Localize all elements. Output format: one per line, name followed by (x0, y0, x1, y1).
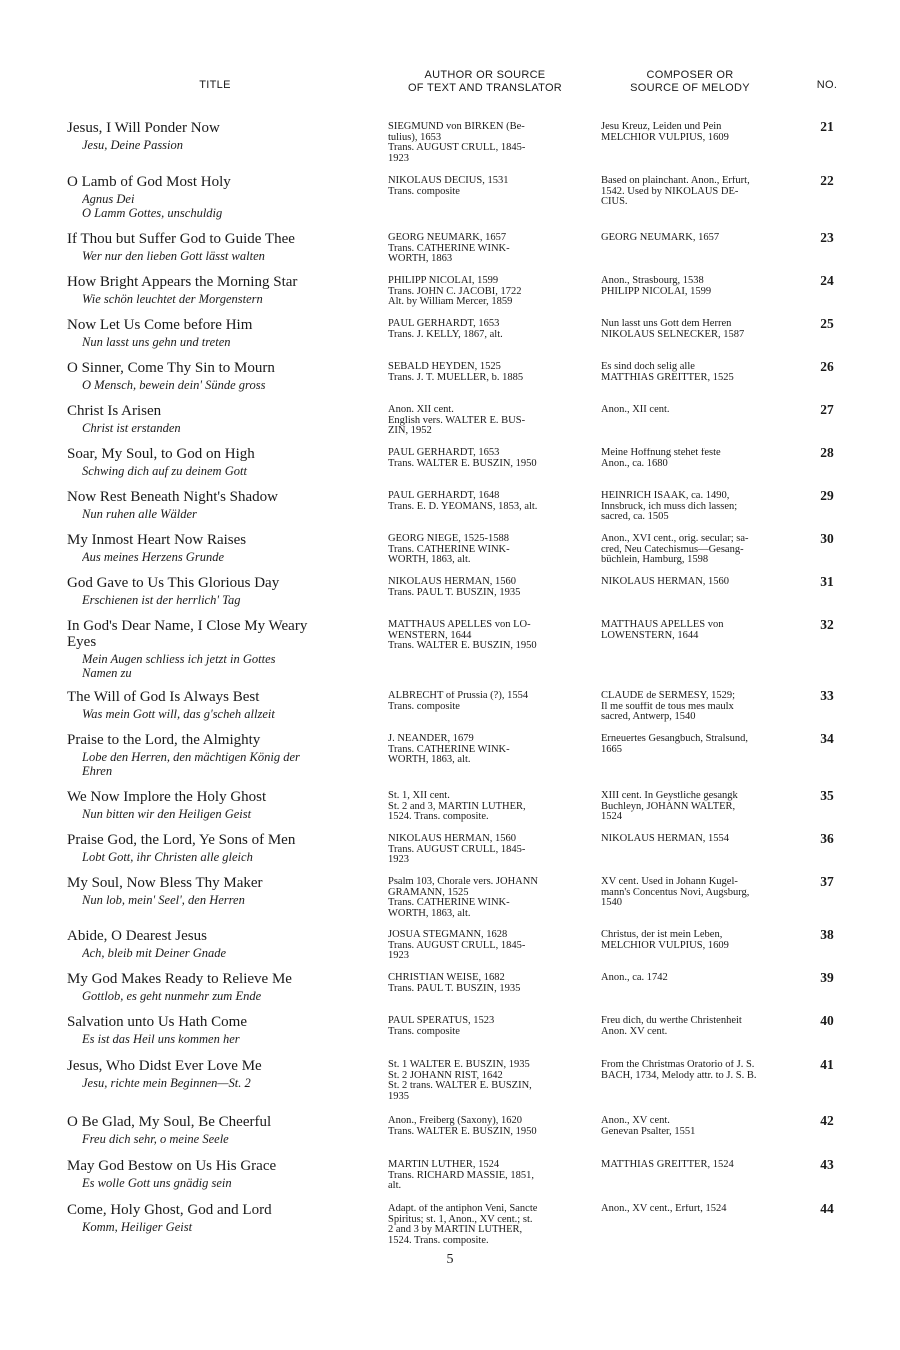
hymn-composer-line: XV cent. Used in Johann Kugel- (601, 877, 738, 887)
hymn-composer-line: 1542. Used by NIKOLAUS DE- (601, 186, 739, 197)
hymn-original-title (82, 1220, 372, 1234)
hymn-author-line: Trans. PAUL T. BUSZIN, 1935 (388, 983, 521, 994)
hymn-composer-line: Buchleyn, JOHANN WALTER, (601, 801, 736, 812)
hymn-composer (601, 448, 798, 469)
hymn-composer (601, 534, 798, 566)
hymn-composer-line: Anon. XV cent. (601, 1026, 668, 1037)
hymn-author (388, 405, 584, 437)
column-headers (0, 68, 900, 108)
hymn-author (388, 122, 584, 164)
hymn-author-line: Trans. E. D. YEOMANS, 1853, alt. (388, 501, 538, 512)
hymn-author-line: NIKOLAUS HERMAN, 1560 (388, 577, 517, 587)
hymn-title (67, 1058, 372, 1074)
hymn-author (388, 233, 584, 265)
hymn-author-line: St. 2 trans. WALTER E. BUSZIN, (388, 1081, 532, 1091)
hymn-title-line: May God Bestow on Us His Grace (67, 1158, 277, 1174)
hymn-original-title (82, 507, 372, 521)
hymn-number: 24 (820, 273, 834, 288)
hymn-composer-line: MELCHIOR VULPIUS, 1609 (601, 132, 729, 143)
hymn-original-title-line: Komm, Heiliger Geist (82, 1220, 193, 1234)
hymn-number: 39 (820, 970, 834, 985)
hymn-original-title (82, 464, 372, 478)
hymn-composer (601, 834, 798, 845)
hymn-title (67, 317, 372, 333)
hymn-composer (601, 1204, 798, 1215)
hymn-original-title-line: Wie schön leuchtet der Morgenstern (82, 292, 263, 306)
hymn-author-line: CHRISTIAN WEISE, 1682 (388, 973, 505, 983)
hymn-title-line: Praise God, the Lord, Ye Sons of Men (67, 832, 296, 848)
hymn-title-line: O Sinner, Come Thy Sin to Mourn (67, 360, 275, 376)
hymn-title-line: Abide, O Dearest Jesus (67, 928, 207, 944)
hymn-composer (601, 620, 798, 641)
hymn-title-line: Now Let Us Come before Him (67, 317, 253, 333)
hymn-title (67, 789, 372, 805)
hymn-original-title (82, 593, 372, 607)
hymn-author-line: NIKOLAUS DECIUS, 1531 (388, 176, 509, 186)
hymn-composer-line: BACH, 1734, Melody attr. to J. S. B. (601, 1070, 757, 1081)
hymn-composer-line: Based on plainchant. Anon., Erfurt, (601, 176, 750, 186)
hymn-number: 30 (820, 531, 834, 546)
hymn-composer (601, 577, 798, 588)
hymn-composer (601, 791, 798, 823)
hymn-title-line: Praise to the Lord, the Almighty (67, 732, 261, 748)
hymn-author-line: Trans. CATHERINE WINK- (388, 744, 510, 755)
hymn-original-title-line: O Mensch, bewein dein' Sünde gross (82, 378, 266, 392)
hymn-composer-line: CIUS. (601, 197, 628, 207)
hymn-title (67, 532, 372, 548)
hymn-original-title-line: Es wolle Gott uns gnädig sein (82, 1176, 232, 1190)
hymn-title (67, 689, 372, 705)
hymn-author-line: Trans. J. T. MUELLER, b. 1885 (388, 372, 524, 383)
hymn-number: 38 (820, 927, 834, 942)
hymn-title (67, 174, 372, 190)
hymn-author-line: GRAMANN, 1525 (388, 887, 469, 898)
hymn-author-line: Trans. AUGUST CRULL, 1845- (388, 143, 526, 153)
hymn-author (388, 1204, 584, 1246)
hymn-author (388, 1160, 584, 1192)
hymn-composer (601, 1116, 798, 1137)
hymn-author-line: SIEGMUND von BIRKEN (Be- (388, 122, 525, 132)
hymn-author-line: ALBRECHT of Prussia (?), 1554 (388, 691, 529, 701)
hymn-author (388, 534, 584, 566)
hymn-author-line: Trans. PAUL T. BUSZIN, 1935 (388, 587, 521, 598)
hymn-title (67, 832, 372, 848)
hymn-composer (601, 491, 798, 523)
hymn-title-line: God Gave to Us This Glorious Day (67, 575, 280, 591)
hymn-composer-line: CLAUDE de SERMESY, 1529; (601, 691, 735, 701)
hymn-composer-line: cred, Neu Catechismus—Gesang- (601, 544, 744, 555)
hymn-original-title (82, 1176, 372, 1190)
hymn-number: 21 (820, 119, 834, 134)
hymn-original-title-line: Ehren (82, 764, 113, 778)
hymn-author (388, 577, 584, 598)
hymn-author-line: Trans. CATHERINE WINK- (388, 544, 510, 555)
hymn-composer-line: 1540 (601, 898, 622, 908)
hymn-original-title-line: Christ ist erstanden (82, 421, 181, 435)
hymn-title (67, 575, 372, 591)
hymn-title (67, 732, 372, 748)
hymn-author (388, 791, 584, 823)
hymn-author (388, 319, 584, 340)
hymn-title-line: O Be Glad, My Soul, Be Cheerful (67, 1114, 272, 1130)
hymn-composer-line: Erneuertes Gesangbuch, Stralsund, (601, 734, 748, 744)
hymn-composer-line: LÖWENSTERN, 1644 (601, 630, 699, 641)
hymn-number: 37 (820, 874, 834, 889)
hymn-author (388, 491, 584, 512)
hymn-author-line: Anon., Freiberg (Saxony), 1620 (388, 1116, 522, 1126)
hymn-author-line: St. 2 JOHANN RIST, 1642 (388, 1070, 503, 1081)
hymn-author-line: WORTH, 1863, alt. (388, 755, 471, 765)
hymn-original-title (82, 652, 372, 680)
hymn-author (388, 276, 584, 308)
hymn-author-line: St. 2 and 3, MARTIN LUTHER, (388, 801, 526, 812)
hymn-title (67, 360, 372, 376)
hymn-author-line: WENSTERN, 1644 (388, 630, 472, 641)
hymn-composer (601, 1060, 798, 1081)
hymn-author-line: Trans. J. KELLY, 1867, alt. (388, 329, 503, 340)
hymn-composer (601, 319, 798, 340)
hymn-author-line: GEORG NIEGE, 1525-1588 (388, 534, 510, 544)
hymn-composer-line: MELCHIOR VULPIUS, 1609 (601, 940, 729, 951)
hymn-author-line: PAUL GERHARDT, 1653 (388, 448, 500, 458)
hymn-original-title (82, 750, 372, 778)
hymn-author-line: Trans. WALTER E. BUSZIN, 1950 (388, 1126, 537, 1137)
hymn-author-line: WORTH, 1863 (388, 254, 453, 264)
hymn-composer-line: Il me souffit de tous mes maulx (601, 701, 734, 712)
hymn-author-line: Trans. composite (388, 1026, 460, 1037)
hymn-composer-line: XIII cent. In Geystliche gesangk (601, 791, 738, 801)
header-number: NO. (816, 79, 838, 91)
hymn-number: 43 (820, 1157, 834, 1172)
hymn-composer-line: büchlein, Hamburg, 1598 (601, 555, 709, 565)
hymn-original-title-line: Jesu, richte mein Beginnen—St. 2 (82, 1076, 251, 1090)
hymn-author-line: J. NEANDER, 1679 (388, 734, 474, 744)
hymn-author-line: NIKOLAUS HERMAN, 1560 (388, 834, 517, 844)
hymn-title-line: The Will of God Is Always Best (67, 689, 260, 705)
hymn-composer-line: 1665 (601, 744, 622, 755)
hymn-author-line: SEBALD HEYDEN, 1525 (388, 362, 501, 372)
hymn-original-title (82, 1032, 372, 1046)
hymn-author (388, 877, 584, 919)
hymn-original-title-line: Agnus Dei (82, 192, 135, 206)
hymn-composer (601, 973, 798, 984)
hymn-title-line: Jesus, Who Didst Ever Love Me (67, 1058, 262, 1074)
hymn-composer (601, 362, 798, 383)
hymn-composer-line: GEORG NEUMARK, 1657 (601, 233, 720, 243)
hymn-title (67, 1114, 372, 1130)
hymn-author-line: PAUL GERHARDT, 1648 (388, 491, 500, 501)
hymn-title-line: Now Rest Beneath Night's Shadow (67, 489, 279, 505)
hymn-author (388, 691, 584, 712)
hymn-author (388, 620, 584, 652)
header-author (380, 69, 590, 95)
hymn-title-line: Jesus, I Will Ponder Now (67, 120, 220, 136)
hymn-composer-line: Anon., Strasbourg, 1538 (601, 276, 704, 286)
hymn-author (388, 734, 584, 766)
hymn-author-line: MARTIN LUTHER, 1524 (388, 1160, 500, 1170)
hymn-composer-line: Anon., XV cent., Erfurt, 1524 (601, 1204, 727, 1214)
hymn-number: 33 (820, 688, 834, 703)
hymn-author-line: PAUL SPERATUS, 1523 (388, 1016, 495, 1026)
hymn-original-title-line: Aus meines Herzens Grunde (82, 550, 224, 564)
hymn-original-title (82, 946, 372, 960)
hymn-title (67, 971, 372, 987)
header-composer (590, 69, 790, 95)
hymn-composer-line: sacred, Antwerp, 1540 (601, 712, 696, 722)
hymn-title (67, 274, 372, 290)
hymn-author-line: 1524. Trans. composite. (388, 1235, 489, 1246)
hymn-title (67, 231, 372, 247)
hymn-title (67, 120, 372, 136)
hymn-title (67, 403, 372, 419)
hymn-original-title (82, 138, 372, 152)
hymn-composer (601, 930, 798, 951)
hymn-number: 29 (820, 488, 834, 503)
hymn-author (388, 1116, 584, 1137)
hymn-title-line: Come, Holy Ghost, God and Lord (67, 1202, 272, 1218)
hymn-author-line: Trans. JOHN C. JACOBI, 1722 (388, 286, 522, 297)
hymn-author (388, 1016, 584, 1037)
hymn-number: 40 (820, 1013, 834, 1028)
hymn-composer (601, 877, 798, 909)
hymn-original-title (82, 989, 372, 1003)
hymn-author-line: Trans. AUGUST CRULL, 1845- (388, 844, 526, 855)
hymn-title-line: Salvation unto Us Hath Come (67, 1014, 247, 1030)
hymn-composer (601, 122, 798, 143)
hymn-title-line: Soar, My Soul, to God on High (67, 446, 255, 462)
header-composer-line: SOURCE OF MELODY (630, 82, 750, 94)
hymn-composer-line: NIKOLAUS HERMAN, 1560 (601, 577, 730, 587)
hymn-author-line: Trans. RICHARD MASSIE, 1851, (388, 1170, 535, 1181)
hymn-number: 31 (820, 574, 834, 589)
hymn-original-title (82, 807, 372, 821)
hymn-composer-line: Anon., XVI cent., orig. secular; sa- (601, 534, 749, 544)
hymn-author-line: 1923 (388, 153, 409, 164)
hymn-title-line: My Soul, Now Bless Thy Maker (67, 875, 263, 891)
hymn-original-title-line: Mein Augen schliess ich jetzt in Gottes (82, 652, 276, 666)
hymn-title-line: O Lamb of God Most Holy (67, 174, 231, 190)
hymn-title (67, 875, 372, 891)
hymn-number: 41 (820, 1057, 834, 1072)
hymn-original-title-line: Gottlob, es geht nunmehr zum Ende (82, 989, 262, 1003)
hymn-composer-line: HEINRICH ISAAK, ca. 1490, (601, 491, 730, 501)
hymn-author-line: 1923 (388, 951, 409, 961)
hymn-author (388, 930, 584, 962)
hymn-number: 23 (820, 230, 834, 245)
hymn-composer-line: Anon., XV cent. (601, 1116, 670, 1126)
hymn-author-line: Trans. CATHERINE WINK- (388, 898, 510, 908)
hymn-author (388, 834, 584, 866)
page-number: 5 (446, 1252, 454, 1267)
hymn-original-title (82, 378, 372, 392)
hymn-title-line: Eyes (67, 634, 97, 650)
hymn-title-line: Christ Is Arisen (67, 403, 162, 419)
hymn-original-title (82, 249, 372, 263)
header-author-line: OF TEXT AND TRANSLATOR (407, 82, 563, 94)
hymn-title (67, 618, 372, 650)
hymn-author-line: Trans. composite (388, 186, 460, 197)
hymn-number: 27 (820, 402, 834, 417)
hymn-number: 26 (820, 359, 834, 374)
hymn-author-line: English vers. WALTER E. BUS- (388, 415, 526, 426)
hymn-author (388, 448, 584, 469)
hymn-author (388, 362, 584, 383)
hymn-original-title (82, 192, 372, 220)
hymn-original-title-line: Namen zu (82, 666, 132, 680)
hymn-author-line: Trans. WALTER E. BUSZIN, 1950 (388, 641, 537, 651)
header-composer-line: COMPOSER OR (646, 69, 734, 81)
hymn-composer-line: mann's Concentus Novi, Augsburg, (601, 887, 750, 898)
hymn-title (67, 489, 372, 505)
hymn-original-title (82, 1076, 372, 1090)
hymn-original-title-line: Erschienen ist der herrlich' Tag (82, 593, 241, 607)
hymn-author-line: alt. (388, 1181, 402, 1191)
hymn-author-line: St. 1, XII cent. (388, 791, 450, 801)
hymn-original-title-line: Was mein Gott will, das g'scheh allzeit (82, 707, 275, 721)
header-title: TITLE (199, 79, 231, 91)
hymn-author-line: Trans. AUGUST CRULL, 1845- (388, 940, 526, 951)
hymn-author-line: Anon. XII cent. (388, 405, 454, 415)
hymn-author (388, 176, 584, 197)
hymn-number: 32 (820, 617, 834, 632)
hymn-author-line: Trans. WALTER E. BUSZIN, 1950 (388, 458, 537, 469)
hymn-composer-line: Anon., XII cent. (601, 405, 670, 415)
hymn-composer (601, 734, 798, 755)
hymn-title (67, 1202, 372, 1218)
hymn-number: 35 (820, 788, 834, 803)
hymn-original-title (82, 421, 372, 435)
hymn-composer (601, 1016, 798, 1037)
hymn-author-line: PAUL GERHARDT, 1653 (388, 319, 500, 329)
hymn-original-title (82, 1132, 372, 1146)
hymn-composer-line: Freu dich, du werthe Christenheit (601, 1016, 742, 1026)
hymn-author-line: Spiritus; st. 1, Anon., XV cent.; st. (388, 1214, 533, 1225)
hymn-composer-line: Jesu Kreuz, Leiden und Pein (601, 122, 722, 132)
hymn-title (67, 928, 372, 944)
hymn-composer-line: MATTHIAS GREITTER, 1525 (601, 372, 734, 383)
hymn-original-title-line: Ach, bleib mit Deiner Gnade (82, 946, 227, 960)
hymn-original-title-line: Lobe den Herren, den mächtigen König der (82, 750, 300, 764)
hymn-title-line: We Now Implore the Holy Ghost (67, 789, 267, 805)
hymn-composer (601, 405, 798, 416)
hymn-composer-line: PHILIPP NICOLAI, 1599 (601, 286, 712, 297)
hymn-original-title-line: Nun ruhen alle Wälder (82, 507, 197, 521)
hymn-author-line: Trans. composite (388, 701, 460, 712)
hymn-number: 25 (820, 316, 834, 331)
hymn-composer-line: Es sind doch selig alle (601, 362, 695, 372)
hymn-original-title-line: O Lamm Gottes, unschuldig (82, 206, 223, 220)
hymn-title-line: How Bright Appears the Morning Star (67, 274, 298, 290)
hymn-number: 22 (820, 173, 834, 188)
hymn-author-line: St. 1 WALTER E. BUSZIN, 1935 (388, 1060, 530, 1070)
hymn-composer-line: 1524 (601, 812, 622, 822)
hymn-number: 34 (820, 731, 834, 746)
hymn-original-title-line: Es ist das Heil uns kommen her (82, 1032, 240, 1046)
hymn-author-line: JOSUA STEGMANN, 1628 (388, 930, 508, 940)
hymn-composer-line: From the Christmas Oratorio of J. S. (601, 1060, 755, 1070)
hymn-composer-line: Innsbruck, ich muss dich lassen; (601, 501, 738, 512)
hymn-composer (601, 176, 798, 208)
hymn-composer (601, 1160, 798, 1171)
hymn-composer-line: MATTHIAS GREITTER, 1524 (601, 1160, 734, 1170)
hymn-original-title (82, 335, 372, 349)
hymn-composer-line: Anon., ca. 1680 (601, 458, 668, 469)
hymn-original-title (82, 893, 372, 907)
hymn-title (67, 1014, 372, 1030)
header-author-line: AUTHOR OR SOURCE (424, 69, 546, 81)
hymn-composer-line: Nun lasst uns Gott dem Herren (601, 319, 732, 329)
hymn-author-line: 1524. Trans. composite. (388, 812, 489, 822)
hymn-number: 42 (820, 1113, 834, 1128)
hymn-title-line: In God's Dear Name, I Close My Weary (67, 618, 308, 634)
hymn-author (388, 1060, 584, 1102)
hymn-composer-line: MATTHÄUS APELLES von (601, 620, 724, 630)
hymn-composer (601, 691, 798, 723)
hymn-title-line: My Inmost Heart Now Raises (67, 532, 247, 548)
hymn-number: 44 (820, 1201, 834, 1216)
hymn-author-line: 1935 (388, 1091, 409, 1102)
hymn-original-title-line: Wer nur den lieben Gott lässt walten (82, 249, 265, 263)
hymn-original-title-line: Schwing dich auf zu deinem Gott (82, 464, 247, 478)
hymn-number: 28 (820, 445, 834, 460)
hymn-author-line: PHILIPP NICOLAI, 1599 (388, 276, 499, 286)
hymn-author-line: ZIN, 1952 (388, 426, 432, 436)
hymn-original-title-line: Nun lob, mein' Seel', den Herren (82, 893, 245, 907)
hymn-author-line: tulius), 1653 (388, 132, 442, 143)
hymn-original-title (82, 707, 372, 721)
hymn-author-line: Adapt. of the antiphon Veni, Sancte (388, 1204, 538, 1214)
hymn-author-line: 2 and 3 by MARTIN LUTHER, (388, 1225, 523, 1235)
hymn-original-title-line: Nun bitten wir den Heiligen Geist (82, 807, 252, 821)
hymn-original-title (82, 550, 372, 564)
hymn-title (67, 1158, 372, 1174)
hymn-original-title-line: Freu dich sehr, o meine Seele (82, 1132, 229, 1146)
hymn-number: 36 (820, 831, 834, 846)
hymn-composer-line: NIKOLAUS SELNECKER, 1587 (601, 329, 745, 340)
hymn-original-title (82, 850, 372, 864)
hymn-original-title-line: Jesu, Deine Passion (82, 138, 184, 152)
hymn-author-line: Alt. by William Mercer, 1859 (388, 297, 513, 307)
hymn-composer (601, 276, 798, 297)
hymn-composer-line: Genevan Psalter, 1551 (601, 1126, 696, 1137)
hymn-composer-line: NIKOLAUS HERMAN, 1554 (601, 834, 730, 844)
hymn-title-line: My God Makes Ready to Relieve Me (67, 971, 292, 987)
hymn-original-title-line: Nun lasst uns gehn und treten (82, 335, 231, 349)
hymn-author-line: WORTH, 1863, alt. (388, 908, 471, 919)
hymn-author (388, 973, 584, 994)
hymn-title (67, 446, 372, 462)
hymn-author-line: MATTHÄUS APELLES von LÖ- (388, 620, 531, 630)
hymn-author-line: 1923 (388, 855, 409, 865)
hymn-author-line: Trans. CATHERINE WINK- (388, 243, 510, 254)
hymn-composer-line: Christus, der ist mein Leben, (601, 930, 723, 940)
hymn-composer-line: Meine Hoffnung stehet feste (601, 448, 721, 458)
hymn-title-line: If Thou but Suffer God to Guide Thee (67, 231, 295, 247)
hymn-original-title (82, 292, 372, 306)
hymn-composer-line: sacred, ca. 1505 (601, 512, 669, 522)
hymn-original-title-line: Lobt Gott, ihr Christen alle gleich (82, 850, 253, 864)
hymn-author-line: Psalm 103, Chorale vers. JOHANN (388, 877, 538, 887)
hymn-composer (601, 233, 798, 244)
hymn-composer-line: Anon., ca. 1742 (601, 973, 668, 983)
hymn-author-line: WORTH, 1863, alt. (388, 555, 471, 565)
hymn-author-line: GEORG NEUMARK, 1657 (388, 233, 507, 243)
